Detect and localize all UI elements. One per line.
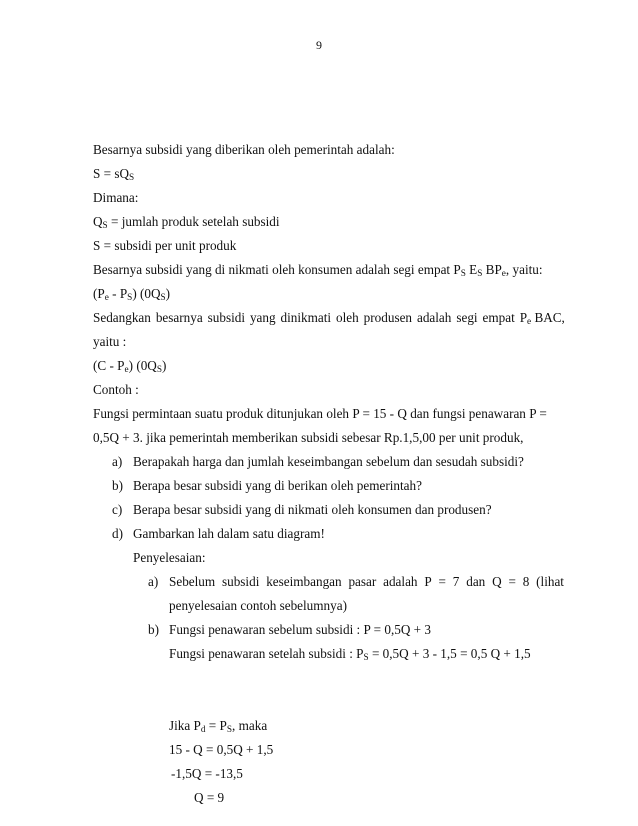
text-line: 0,5Q + 3. jika pemerintah memberikan subsidi sebesar Rp.1,5,00 per unit produk, (93, 430, 524, 445)
definition-s: S = subsidi per unit produk (93, 238, 237, 253)
question-marker: d) (112, 526, 123, 541)
question-text: Berapa besar subsidi yang di nikmati oleh konsumen dan produsen? (133, 502, 492, 517)
question-marker: c) (112, 502, 123, 517)
example-heading: Contoh : (93, 382, 139, 397)
question-marker: a) (112, 454, 123, 469)
answer-text-justified: Sebelum subsidi keseimbangan pasar adalah P = 7 dan Q = 8 (lihat (169, 574, 564, 589)
formula-producer-subsidy: $(C - P_e)$ $(0Q_S)$ (93, 358, 167, 374)
equation-line: 15 - Q = 0,5Q + 1,5 (169, 742, 274, 757)
question-text: Berapakah harga dan jumlah keseimbangan sebelum dan sesudah subsidi? (133, 454, 524, 469)
equation-condition: Jika $P_d = P_S$, maka (169, 718, 268, 734)
equation-result: Q = 9 (194, 790, 225, 805)
text-line: Dimana: (93, 190, 139, 205)
answer-marker: b) (148, 622, 159, 637)
question-marker: b) (112, 478, 123, 493)
equation-line: -1,5Q = -13,5 (171, 766, 243, 781)
text-line: yaitu : (93, 334, 127, 349)
formula-s: $S = sQ_S$ (93, 166, 135, 182)
text-line: Besarnya subsidi yang di nikmati oleh konsumen adalah segi empat $P_S$ $E_S$ $BP_e$, yaitu: (93, 262, 543, 278)
answer-text: penyelesaian contoh sebelumnya) (169, 598, 347, 613)
answer-marker: a) (148, 574, 159, 589)
question-text: Gambarkan lah dalam satu diagram! (133, 526, 325, 541)
formula-consumer-subsidy: $(P_e - P_S)$ $(0Q_S)$ (93, 286, 171, 302)
answer-text: Fungsi penawaran setelah subsidi : $P_S = 0,5Q + 3 - 1,5 = 0,5$ Q + 1,5 (169, 646, 531, 662)
answer-text: Fungsi penawaran sebelum subsidi : P = 0,5Q + 3 (169, 622, 431, 637)
solution-heading: Penyelesaian: (133, 550, 206, 565)
text-line: Fungsi permintaan suatu produk ditunjukan oleh P = 15 - Q dan fungsi penawaran P = (93, 406, 547, 421)
text-line-justified: Sedangkan besarnya subsidi yang dinikmati oleh produsen adalah segi empat $P_e$ BAC, (93, 310, 565, 326)
definition-qs: $Q_S$ = jumlah produk setelah subsidi (93, 214, 280, 230)
question-text: Berapa besar subsidi yang di berikan oleh pemerintah? (133, 478, 422, 493)
page-number: 9 (316, 38, 322, 52)
text-line: Besarnya subsidi yang diberikan oleh pemerintah adalah: (93, 142, 395, 157)
